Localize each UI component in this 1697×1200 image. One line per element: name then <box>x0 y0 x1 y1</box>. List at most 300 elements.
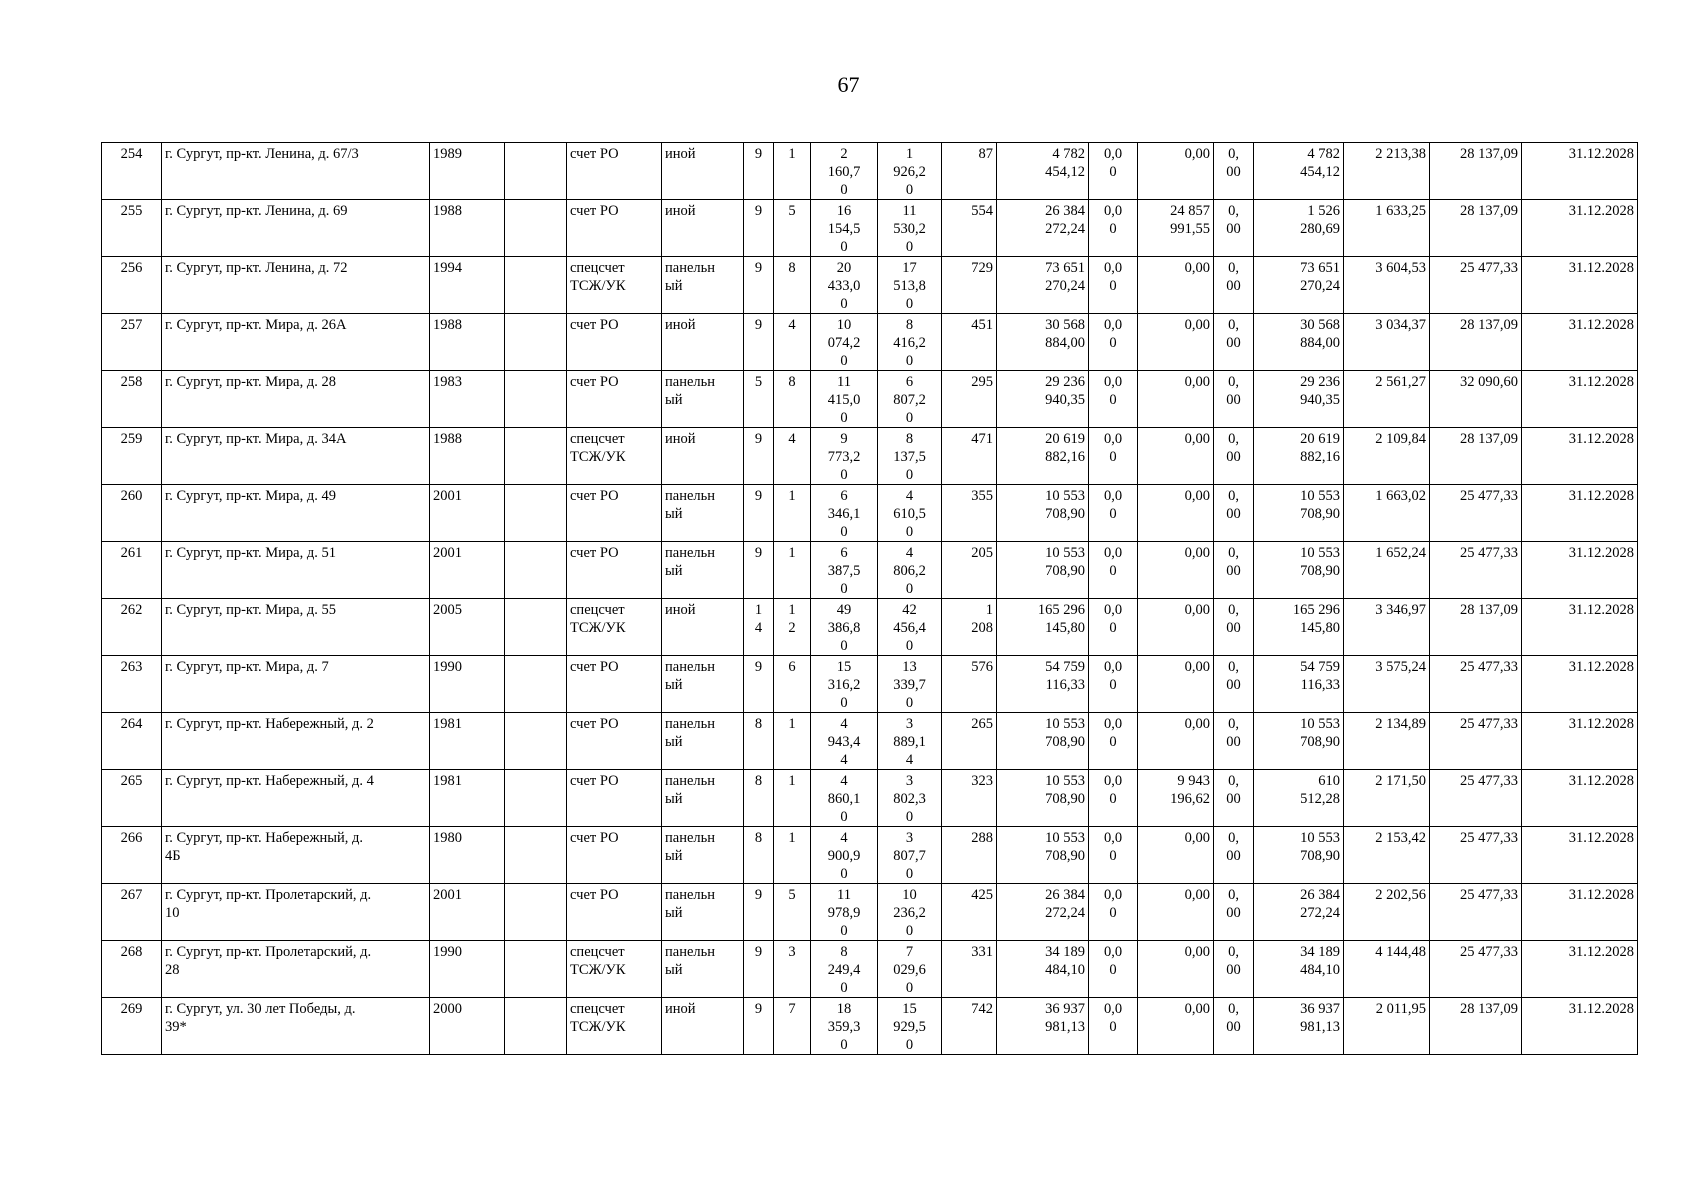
table-row <box>102 371 1638 428</box>
cell-cost-col-a: 0,0 0 <box>1089 485 1138 542</box>
cell-cost-limit: 25 477,33 <box>1430 770 1522 827</box>
cell-row-number: 255 <box>102 200 162 257</box>
table-row <box>102 257 1638 314</box>
cell-total-cost: 10 553 708,90 <box>997 827 1089 884</box>
cell-col-empty <box>505 884 567 941</box>
cell-cost-col-a: 0,0 0 <box>1089 371 1138 428</box>
cell-year-built: 2001 <box>430 884 505 941</box>
cell-completion-date: 31.12.2028 <box>1522 770 1638 827</box>
cell-fund-account: счет РО <box>567 542 662 599</box>
table-row <box>102 599 1638 656</box>
cell-cost-limit: 32 090,60 <box>1430 371 1522 428</box>
cell-wall-material: иной <box>662 314 744 371</box>
cell-cost-col-c: 0, 00 <box>1214 542 1254 599</box>
cell-cost-per-sqm: 3 034,37 <box>1344 314 1430 371</box>
cell-cost-col-d: 36 937 981,13 <box>1254 998 1344 1055</box>
cell-total-cost: 30 568 884,00 <box>997 314 1089 371</box>
cell-total-cost: 10 553 708,90 <box>997 713 1089 770</box>
cell-cost-col-d: 1 526 280,69 <box>1254 200 1344 257</box>
cell-address: г. Сургут, пр-кт. Мира, д. 49 <box>162 485 430 542</box>
cell-cost-col-a: 0,0 0 <box>1089 827 1138 884</box>
cell-living-area: 4 610,5 0 <box>878 485 942 542</box>
cell-completion-date: 31.12.2028 <box>1522 314 1638 371</box>
cell-total-area: 20 433,0 0 <box>811 257 878 314</box>
cell-col-empty <box>505 599 567 656</box>
cell-completion-date: 31.12.2028 <box>1522 200 1638 257</box>
cell-total-area: 49 386,8 0 <box>811 599 878 656</box>
cell-floors: 9 <box>744 998 774 1055</box>
cell-address: г. Сургут, пр-кт. Набережный, д. 4 <box>162 770 430 827</box>
cell-cost-col-b: 0,00 <box>1138 314 1214 371</box>
cell-year-built: 1988 <box>430 428 505 485</box>
cell-cost-limit: 25 477,33 <box>1430 941 1522 998</box>
cell-cost-per-sqm: 2 561,27 <box>1344 371 1430 428</box>
cell-entrances: 8 <box>774 371 811 428</box>
cell-cost-limit: 25 477,33 <box>1430 713 1522 770</box>
cell-total-cost: 4 782 454,12 <box>997 143 1089 200</box>
cell-cost-col-d: 10 553 708,90 <box>1254 827 1344 884</box>
cell-year-built: 1990 <box>430 656 505 713</box>
cell-completion-date: 31.12.2028 <box>1522 428 1638 485</box>
cell-cost-per-sqm: 2 109,84 <box>1344 428 1430 485</box>
cell-cost-limit: 25 477,33 <box>1430 542 1522 599</box>
cell-fund-account: счет РО <box>567 200 662 257</box>
cell-col-empty <box>505 257 567 314</box>
cell-entrances: 1 <box>774 827 811 884</box>
cell-living-area: 10 236,2 0 <box>878 884 942 941</box>
cell-cost-col-d: 26 384 272,24 <box>1254 884 1344 941</box>
cell-floors: 1 4 <box>744 599 774 656</box>
cell-living-area: 4 806,2 0 <box>878 542 942 599</box>
cell-entrances: 1 <box>774 485 811 542</box>
cell-cost-col-c: 0, 00 <box>1214 599 1254 656</box>
cell-floors: 9 <box>744 884 774 941</box>
cell-col-empty <box>505 941 567 998</box>
cell-cost-col-a: 0,0 0 <box>1089 998 1138 1055</box>
cell-cost-per-sqm: 3 604,53 <box>1344 257 1430 314</box>
cell-cost-col-d: 29 236 940,35 <box>1254 371 1344 428</box>
cell-floors: 9 <box>744 542 774 599</box>
cell-cost-limit: 28 137,09 <box>1430 599 1522 656</box>
cell-cost-col-a: 0,0 0 <box>1089 143 1138 200</box>
page-number: 67 <box>837 72 860 97</box>
cell-cost-col-d: 20 619 882,16 <box>1254 428 1344 485</box>
cell-cost-col-d: 610 512,28 <box>1254 770 1344 827</box>
cell-residents: 205 <box>942 542 997 599</box>
cell-cost-col-b: 0,00 <box>1138 941 1214 998</box>
cell-completion-date: 31.12.2028 <box>1522 257 1638 314</box>
cell-cost-col-a: 0,0 0 <box>1089 941 1138 998</box>
cell-living-area: 3 802,3 0 <box>878 770 942 827</box>
cell-floors: 8 <box>744 827 774 884</box>
cell-total-area: 10 074,2 0 <box>811 314 878 371</box>
cell-floors: 9 <box>744 314 774 371</box>
cell-entrances: 3 <box>774 941 811 998</box>
cell-cost-col-b: 0,00 <box>1138 542 1214 599</box>
cell-cost-col-d: 4 782 454,12 <box>1254 143 1344 200</box>
cell-fund-account: счет РО <box>567 656 662 713</box>
cell-fund-account: счет РО <box>567 713 662 770</box>
cell-cost-per-sqm: 4 144,48 <box>1344 941 1430 998</box>
cell-floors: 8 <box>744 770 774 827</box>
cell-total-area: 9 773,2 0 <box>811 428 878 485</box>
cell-fund-account: спецсчет ТСЖ/УК <box>567 428 662 485</box>
cell-total-area: 4 900,9 0 <box>811 827 878 884</box>
cell-cost-col-a: 0,0 0 <box>1089 884 1138 941</box>
cell-col-empty <box>505 713 567 770</box>
cell-living-area: 1 926,2 0 <box>878 143 942 200</box>
cell-col-empty <box>505 143 567 200</box>
cell-wall-material: панельн ый <box>662 827 744 884</box>
cell-year-built: 2001 <box>430 485 505 542</box>
cell-fund-account: спецсчет ТСЖ/УК <box>567 941 662 998</box>
cell-year-built: 2001 <box>430 542 505 599</box>
cell-total-area: 15 316,2 0 <box>811 656 878 713</box>
cell-cost-per-sqm: 2 171,50 <box>1344 770 1430 827</box>
cell-year-built: 2005 <box>430 599 505 656</box>
cell-total-cost: 165 296 145,80 <box>997 599 1089 656</box>
cell-cost-per-sqm: 3 575,24 <box>1344 656 1430 713</box>
cell-cost-col-c: 0, 00 <box>1214 143 1254 200</box>
cell-cost-col-c: 0, 00 <box>1214 371 1254 428</box>
cell-completion-date: 31.12.2028 <box>1522 485 1638 542</box>
cell-floors: 9 <box>744 257 774 314</box>
cell-residents: 1 208 <box>942 599 997 656</box>
cell-total-cost: 26 384 272,24 <box>997 884 1089 941</box>
cell-cost-per-sqm: 1 663,02 <box>1344 485 1430 542</box>
cell-wall-material: панельн ый <box>662 257 744 314</box>
cell-cost-per-sqm: 2 153,42 <box>1344 827 1430 884</box>
cell-cost-col-c: 0, 00 <box>1214 314 1254 371</box>
cell-row-number: 256 <box>102 257 162 314</box>
cell-residents: 451 <box>942 314 997 371</box>
cell-completion-date: 31.12.2028 <box>1522 827 1638 884</box>
cell-wall-material: иной <box>662 998 744 1055</box>
cell-row-number: 269 <box>102 998 162 1055</box>
cell-fund-account: счет РО <box>567 884 662 941</box>
cell-residents: 471 <box>942 428 997 485</box>
cell-cost-col-d: 30 568 884,00 <box>1254 314 1344 371</box>
cell-floors: 5 <box>744 371 774 428</box>
cell-floors: 9 <box>744 200 774 257</box>
cell-wall-material: иной <box>662 599 744 656</box>
cell-year-built: 1994 <box>430 257 505 314</box>
cell-total-cost: 26 384 272,24 <box>997 200 1089 257</box>
cell-total-area: 4 860,1 0 <box>811 770 878 827</box>
table-row <box>102 941 1638 998</box>
cell-year-built: 1981 <box>430 770 505 827</box>
cell-row-number: 265 <box>102 770 162 827</box>
cell-cost-col-a: 0,0 0 <box>1089 656 1138 713</box>
cell-col-empty <box>505 200 567 257</box>
cell-floors: 9 <box>744 485 774 542</box>
cell-wall-material: панельн ый <box>662 371 744 428</box>
cell-wall-material: иной <box>662 428 744 485</box>
cell-total-area: 4 943,4 4 <box>811 713 878 770</box>
cell-row-number: 260 <box>102 485 162 542</box>
cell-year-built: 1988 <box>430 314 505 371</box>
cell-cost-per-sqm: 2 134,89 <box>1344 713 1430 770</box>
cell-col-empty <box>505 656 567 713</box>
cell-living-area: 3 807,7 0 <box>878 827 942 884</box>
cell-residents: 355 <box>942 485 997 542</box>
cell-total-cost: 36 937 981,13 <box>997 998 1089 1055</box>
cell-cost-col-b: 0,00 <box>1138 143 1214 200</box>
cell-total-cost: 73 651 270,24 <box>997 257 1089 314</box>
cell-year-built: 1980 <box>430 827 505 884</box>
cell-fund-account: счет РО <box>567 485 662 542</box>
cell-total-area: 16 154,5 0 <box>811 200 878 257</box>
cell-cost-per-sqm: 1 652,24 <box>1344 542 1430 599</box>
cell-cost-col-c: 0, 00 <box>1214 257 1254 314</box>
table-row <box>102 884 1638 941</box>
cell-residents: 729 <box>942 257 997 314</box>
cell-address: г. Сургут, пр-кт. Ленина, д. 72 <box>162 257 430 314</box>
cell-wall-material: иной <box>662 200 744 257</box>
cell-wall-material: панельн ый <box>662 941 744 998</box>
cell-cost-col-c: 0, 00 <box>1214 941 1254 998</box>
cell-entrances: 6 <box>774 656 811 713</box>
table-row <box>102 770 1638 827</box>
table-row <box>102 428 1638 485</box>
cell-col-empty <box>505 371 567 428</box>
cell-cost-col-c: 0, 00 <box>1214 884 1254 941</box>
cell-cost-col-d: 10 553 708,90 <box>1254 542 1344 599</box>
cell-completion-date: 31.12.2028 <box>1522 941 1638 998</box>
cell-residents: 576 <box>942 656 997 713</box>
cell-row-number: 266 <box>102 827 162 884</box>
cell-living-area: 8 416,2 0 <box>878 314 942 371</box>
cell-living-area: 13 339,7 0 <box>878 656 942 713</box>
cell-total-cost: 10 553 708,90 <box>997 770 1089 827</box>
cell-col-empty <box>505 485 567 542</box>
cell-total-area: 6 346,1 0 <box>811 485 878 542</box>
cell-total-area: 2 160,7 0 <box>811 143 878 200</box>
cell-entrances: 1 <box>774 770 811 827</box>
cell-cost-col-c: 0, 00 <box>1214 827 1254 884</box>
cell-cost-col-c: 0, 00 <box>1214 428 1254 485</box>
cell-living-area: 42 456,4 0 <box>878 599 942 656</box>
cell-entrances: 1 <box>774 542 811 599</box>
cell-residents: 288 <box>942 827 997 884</box>
cell-entrances: 5 <box>774 884 811 941</box>
cell-cost-col-a: 0,0 0 <box>1089 257 1138 314</box>
cell-living-area: 15 929,5 0 <box>878 998 942 1055</box>
cell-address: г. Сургут, пр-кт. Ленина, д. 69 <box>162 200 430 257</box>
cell-residents: 554 <box>942 200 997 257</box>
table-row <box>102 143 1638 200</box>
cell-total-cost: 10 553 708,90 <box>997 542 1089 599</box>
cell-cost-col-b: 0,00 <box>1138 428 1214 485</box>
cell-col-empty <box>505 827 567 884</box>
table-row <box>102 200 1638 257</box>
cell-col-empty <box>505 542 567 599</box>
cell-cost-col-b: 0,00 <box>1138 884 1214 941</box>
cell-cost-col-c: 0, 00 <box>1214 713 1254 770</box>
cell-cost-per-sqm: 2 011,95 <box>1344 998 1430 1055</box>
cell-col-empty <box>505 428 567 485</box>
cell-cost-col-d: 10 553 708,90 <box>1254 485 1344 542</box>
cell-cost-limit: 25 477,33 <box>1430 884 1522 941</box>
cell-floors: 9 <box>744 941 774 998</box>
cell-entrances: 4 <box>774 428 811 485</box>
cell-wall-material: панельн ый <box>662 542 744 599</box>
cell-living-area: 17 513,8 0 <box>878 257 942 314</box>
cell-cost-col-a: 0,0 0 <box>1089 770 1138 827</box>
cell-floors: 9 <box>744 656 774 713</box>
cell-address: г. Сургут, пр-кт. Пролетарский, д. 10 <box>162 884 430 941</box>
cell-entrances: 8 <box>774 257 811 314</box>
cell-residents: 425 <box>942 884 997 941</box>
cell-row-number: 263 <box>102 656 162 713</box>
cell-cost-per-sqm: 2 202,56 <box>1344 884 1430 941</box>
cell-completion-date: 31.12.2028 <box>1522 656 1638 713</box>
cell-entrances: 4 <box>774 314 811 371</box>
cell-address: г. Сургут, пр-кт. Мира, д. 26А <box>162 314 430 371</box>
cell-total-area: 18 359,3 0 <box>811 998 878 1055</box>
cell-cost-col-a: 0,0 0 <box>1089 200 1138 257</box>
cell-row-number: 258 <box>102 371 162 428</box>
cell-cost-limit: 28 137,09 <box>1430 428 1522 485</box>
cell-total-area: 11 978,9 0 <box>811 884 878 941</box>
cell-residents: 331 <box>942 941 997 998</box>
cell-cost-limit: 28 137,09 <box>1430 200 1522 257</box>
cell-cost-per-sqm: 3 346,97 <box>1344 599 1430 656</box>
cell-row-number: 257 <box>102 314 162 371</box>
cell-entrances: 7 <box>774 998 811 1055</box>
cell-cost-col-b: 0,00 <box>1138 371 1214 428</box>
table-row <box>102 656 1638 713</box>
cell-completion-date: 31.12.2028 <box>1522 371 1638 428</box>
cell-row-number: 262 <box>102 599 162 656</box>
cell-cost-col-c: 0, 00 <box>1214 770 1254 827</box>
cell-address: г. Сургут, пр-кт. Мира, д. 28 <box>162 371 430 428</box>
cell-completion-date: 31.12.2028 <box>1522 542 1638 599</box>
cell-address: г. Сургут, пр-кт. Мира, д. 34А <box>162 428 430 485</box>
cell-total-area: 8 249,4 0 <box>811 941 878 998</box>
cell-row-number: 268 <box>102 941 162 998</box>
housing-register-table <box>101 142 1638 1055</box>
cell-floors: 9 <box>744 428 774 485</box>
cell-cost-col-a: 0,0 0 <box>1089 314 1138 371</box>
cell-entrances: 1 <box>774 143 811 200</box>
table-row <box>102 485 1638 542</box>
cell-entrances: 1 2 <box>774 599 811 656</box>
cell-cost-col-d: 34 189 484,10 <box>1254 941 1344 998</box>
cell-residents: 323 <box>942 770 997 827</box>
cell-fund-account: счет РО <box>567 143 662 200</box>
cell-total-area: 6 387,5 0 <box>811 542 878 599</box>
cell-cost-col-a: 0,0 0 <box>1089 599 1138 656</box>
cell-row-number: 267 <box>102 884 162 941</box>
cell-wall-material: панельн ый <box>662 656 744 713</box>
cell-cost-col-a: 0,0 0 <box>1089 428 1138 485</box>
cell-address: г. Сургут, пр-кт. Мира, д. 51 <box>162 542 430 599</box>
cell-completion-date: 31.12.2028 <box>1522 713 1638 770</box>
cell-cost-limit: 28 137,09 <box>1430 998 1522 1055</box>
cell-wall-material: панельн ый <box>662 485 744 542</box>
cell-cost-col-a: 0,0 0 <box>1089 713 1138 770</box>
table-row <box>102 713 1638 770</box>
cell-fund-account: счет РО <box>567 314 662 371</box>
cell-cost-col-b: 0,00 <box>1138 485 1214 542</box>
cell-col-empty <box>505 770 567 827</box>
cell-total-cost: 29 236 940,35 <box>997 371 1089 428</box>
cell-address: г. Сургут, пр-кт. Ленина, д. 67/3 <box>162 143 430 200</box>
cell-cost-col-d: 73 651 270,24 <box>1254 257 1344 314</box>
cell-cost-col-b: 0,00 <box>1138 257 1214 314</box>
cell-cost-limit: 25 477,33 <box>1430 656 1522 713</box>
cell-total-area: 11 415,0 0 <box>811 371 878 428</box>
cell-cost-col-b: 0,00 <box>1138 827 1214 884</box>
cell-wall-material: иной <box>662 143 744 200</box>
cell-cost-limit: 25 477,33 <box>1430 485 1522 542</box>
cell-year-built: 2000 <box>430 998 505 1055</box>
cell-residents: 742 <box>942 998 997 1055</box>
cell-completion-date: 31.12.2028 <box>1522 143 1638 200</box>
cell-cost-col-a: 0,0 0 <box>1089 542 1138 599</box>
cell-year-built: 1981 <box>430 713 505 770</box>
cell-living-area: 8 137,5 0 <box>878 428 942 485</box>
cell-living-area: 7 029,6 0 <box>878 941 942 998</box>
table-row <box>102 827 1638 884</box>
cell-cost-col-c: 0, 00 <box>1214 998 1254 1055</box>
cell-floors: 8 <box>744 713 774 770</box>
cell-address: г. Сургут, пр-кт. Мира, д. 55 <box>162 599 430 656</box>
cell-year-built: 1989 <box>430 143 505 200</box>
cell-cost-col-b: 0,00 <box>1138 599 1214 656</box>
cell-cost-col-b: 0,00 <box>1138 713 1214 770</box>
table-row <box>102 314 1638 371</box>
cell-cost-col-d: 10 553 708,90 <box>1254 713 1344 770</box>
cell-col-empty <box>505 314 567 371</box>
cell-floors: 9 <box>744 143 774 200</box>
cell-residents: 265 <box>942 713 997 770</box>
cell-cost-col-d: 165 296 145,80 <box>1254 599 1344 656</box>
cell-cost-col-d: 54 759 116,33 <box>1254 656 1344 713</box>
cell-fund-account: спецсчет ТСЖ/УК <box>567 257 662 314</box>
cell-cost-limit: 28 137,09 <box>1430 143 1522 200</box>
cell-address: г. Сургут, пр-кт. Набережный, д. 2 <box>162 713 430 770</box>
cell-cost-col-b: 24 857 991,55 <box>1138 200 1214 257</box>
cell-year-built: 1983 <box>430 371 505 428</box>
table-row <box>102 542 1638 599</box>
cell-address: г. Сургут, пр-кт. Пролетарский, д. 28 <box>162 941 430 998</box>
cell-cost-limit: 25 477,33 <box>1430 257 1522 314</box>
table-row <box>102 998 1638 1055</box>
cell-address: г. Сургут, пр-кт. Мира, д. 7 <box>162 656 430 713</box>
cell-wall-material: панельн ый <box>662 713 744 770</box>
cell-address: г. Сургут, ул. 30 лет Победы, д. 39* <box>162 998 430 1055</box>
cell-year-built: 1990 <box>430 941 505 998</box>
cell-wall-material: панельн ый <box>662 884 744 941</box>
cell-row-number: 254 <box>102 143 162 200</box>
cell-total-cost: 34 189 484,10 <box>997 941 1089 998</box>
cell-fund-account: спецсчет ТСЖ/УК <box>567 599 662 656</box>
cell-cost-per-sqm: 1 633,25 <box>1344 200 1430 257</box>
cell-row-number: 259 <box>102 428 162 485</box>
cell-cost-col-c: 0, 00 <box>1214 200 1254 257</box>
cell-total-cost: 10 553 708,90 <box>997 485 1089 542</box>
cell-cost-col-c: 0, 00 <box>1214 485 1254 542</box>
cell-living-area: 11 530,2 0 <box>878 200 942 257</box>
cell-fund-account: счет РО <box>567 770 662 827</box>
cell-cost-col-b: 0,00 <box>1138 998 1214 1055</box>
cell-entrances: 5 <box>774 200 811 257</box>
cell-address: г. Сургут, пр-кт. Набережный, д. 4Б <box>162 827 430 884</box>
cell-col-empty <box>505 998 567 1055</box>
cell-entrances: 1 <box>774 713 811 770</box>
